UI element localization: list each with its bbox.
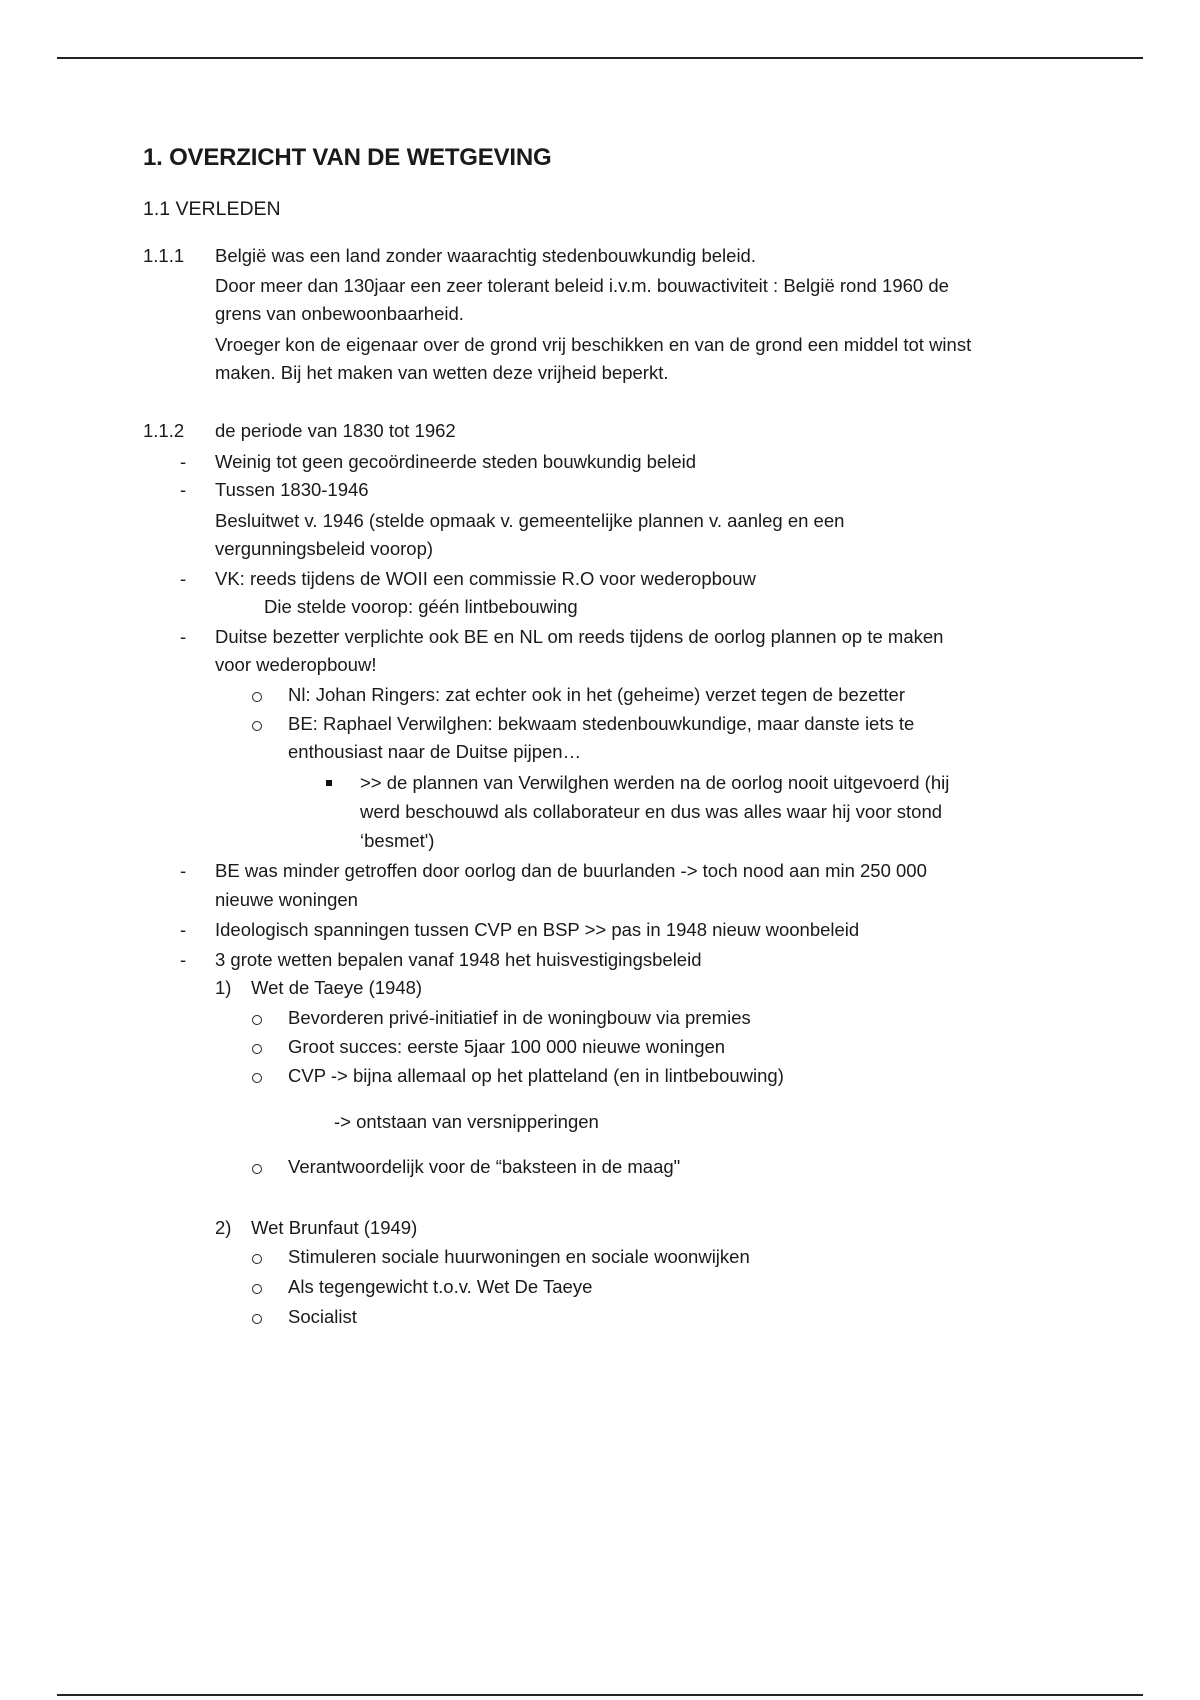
list-item-continuation: vergunningsbeleid voorop) xyxy=(215,538,434,559)
list-item-continuation: voor wederopbouw! xyxy=(215,654,377,675)
law-number: 2) xyxy=(215,1217,232,1238)
page-title: 1. OVERZICHT VAN DE WETGEVING xyxy=(143,144,552,171)
list-item: BE was minder getroffen door oorlog dan de buurlanden -> toch nood aan min 250 000 xyxy=(215,860,927,881)
law-title: Wet Brunfaut (1949) xyxy=(251,1217,418,1238)
list-item: Weinig tot geen gecoördineerde steden bouwkundig beleid xyxy=(215,451,697,472)
dash-bullet: - xyxy=(180,626,187,647)
dash-bullet: - xyxy=(180,860,187,881)
law-number: 1) xyxy=(215,977,232,998)
dash-bullet: - xyxy=(180,919,187,940)
square-bullet-icon xyxy=(326,780,332,786)
law-note: -> ontstaan van versnipperingen xyxy=(334,1111,599,1132)
header-rule xyxy=(57,57,1143,59)
sub-list-item-continuation: enthousiast naar de Duitse pijpen… xyxy=(288,741,582,762)
law-item: Stimuleren sociale huurwoningen en sociale woonwijken xyxy=(288,1246,750,1267)
section-number-1-1-2: 1.1.2 xyxy=(143,420,185,441)
circle-bullet-icon xyxy=(252,692,262,702)
sub-sub-list-item-continuation: ‘besmet') xyxy=(360,830,435,851)
dash-bullet: - xyxy=(180,949,187,970)
circle-bullet-icon xyxy=(252,1164,262,1174)
section-title: de periode van 1830 tot 1962 xyxy=(215,420,456,441)
sub-list-item: BE: Raphael Verwilghen: bekwaam stedenbouwkundige, maar danste iets te xyxy=(288,713,915,734)
dash-bullet: - xyxy=(180,568,187,589)
section-heading: 1.1 VERLEDEN xyxy=(143,198,281,220)
list-item: Duitse bezetter verplichte ook BE en NL om reeds tijdens de oorlog plannen op te maken xyxy=(215,626,944,647)
dash-bullet: - xyxy=(180,451,187,472)
dash-bullet: - xyxy=(180,479,187,500)
footer-rule xyxy=(57,1694,1143,1696)
sub-sub-list-item: >> de plannen van Verwilghen werden na de oorlog nooit uitgevoerd (hij xyxy=(360,772,950,793)
circle-bullet-icon xyxy=(252,1254,262,1264)
circle-bullet-icon xyxy=(252,1314,262,1324)
paragraph-line: grens van onbewoonbaarheid. xyxy=(215,303,464,324)
circle-bullet-icon xyxy=(252,1073,262,1083)
law-item: Socialist xyxy=(288,1306,357,1327)
circle-bullet-icon xyxy=(252,1044,262,1054)
sub-list-item: Nl: Johan Ringers: zat echter ook in het (geheime) verzet tegen de bezetter xyxy=(288,684,906,705)
list-item: Ideologisch spanningen tussen CVP en BSP >> pas in 1948 nieuw woonbeleid xyxy=(215,919,860,940)
circle-bullet-icon xyxy=(252,1015,262,1025)
law-item: Als tegengewicht t.o.v. Wet De Taeye xyxy=(288,1276,593,1297)
law-item: CVP -> bijna allemaal op het platteland (en in lintbebouwing) xyxy=(288,1065,784,1086)
paragraph-line: maken. Bij het maken van wetten deze vrijheid beperkt. xyxy=(215,362,669,383)
circle-bullet-icon xyxy=(252,721,262,731)
sub-sub-list-item-continuation: werd beschouwd als collaborateur en dus was alles waar hij voor stond xyxy=(360,801,943,822)
law-item: Bevorderen privé-initiatief in de woningbouw via premies xyxy=(288,1007,751,1028)
law-item: Groot succes: eerste 5jaar 100 000 nieuwe woningen xyxy=(288,1036,726,1057)
list-item: 3 grote wetten bepalen vanaf 1948 het huisvestigingsbeleid xyxy=(215,949,702,970)
list-item-continuation: Besluitwet v. 1946 (stelde opmaak v. gemeentelijke plannen v. aanleg en een xyxy=(215,510,845,531)
paragraph-line: België was een land zonder waarachtig stedenbouwkundig beleid. xyxy=(215,245,756,266)
law-item: Verantwoordelijk voor de “baksteen in de maag" xyxy=(288,1156,681,1177)
paragraph-line: Vroeger kon de eigenaar over de grond vrij beschikken en van de grond een middel tot winst xyxy=(215,334,972,355)
paragraph-line: Door meer dan 130jaar een zeer tolerant beleid i.v.m. bouwactiviteit : België rond 1960 de xyxy=(215,275,949,296)
list-item: Tussen 1830-1946 xyxy=(215,479,369,500)
list-item: VK: reeds tijdens de WOII een commissie R.O voor wederopbouw xyxy=(215,568,756,589)
law-title: Wet de Taeye (1948) xyxy=(251,977,423,998)
circle-bullet-icon xyxy=(252,1284,262,1294)
list-item-continuation: Die stelde voorop: géén lintbebouwing xyxy=(264,596,578,617)
section-number-1-1-1: 1.1.1 xyxy=(143,245,185,266)
list-item-continuation: nieuwe woningen xyxy=(215,889,358,910)
